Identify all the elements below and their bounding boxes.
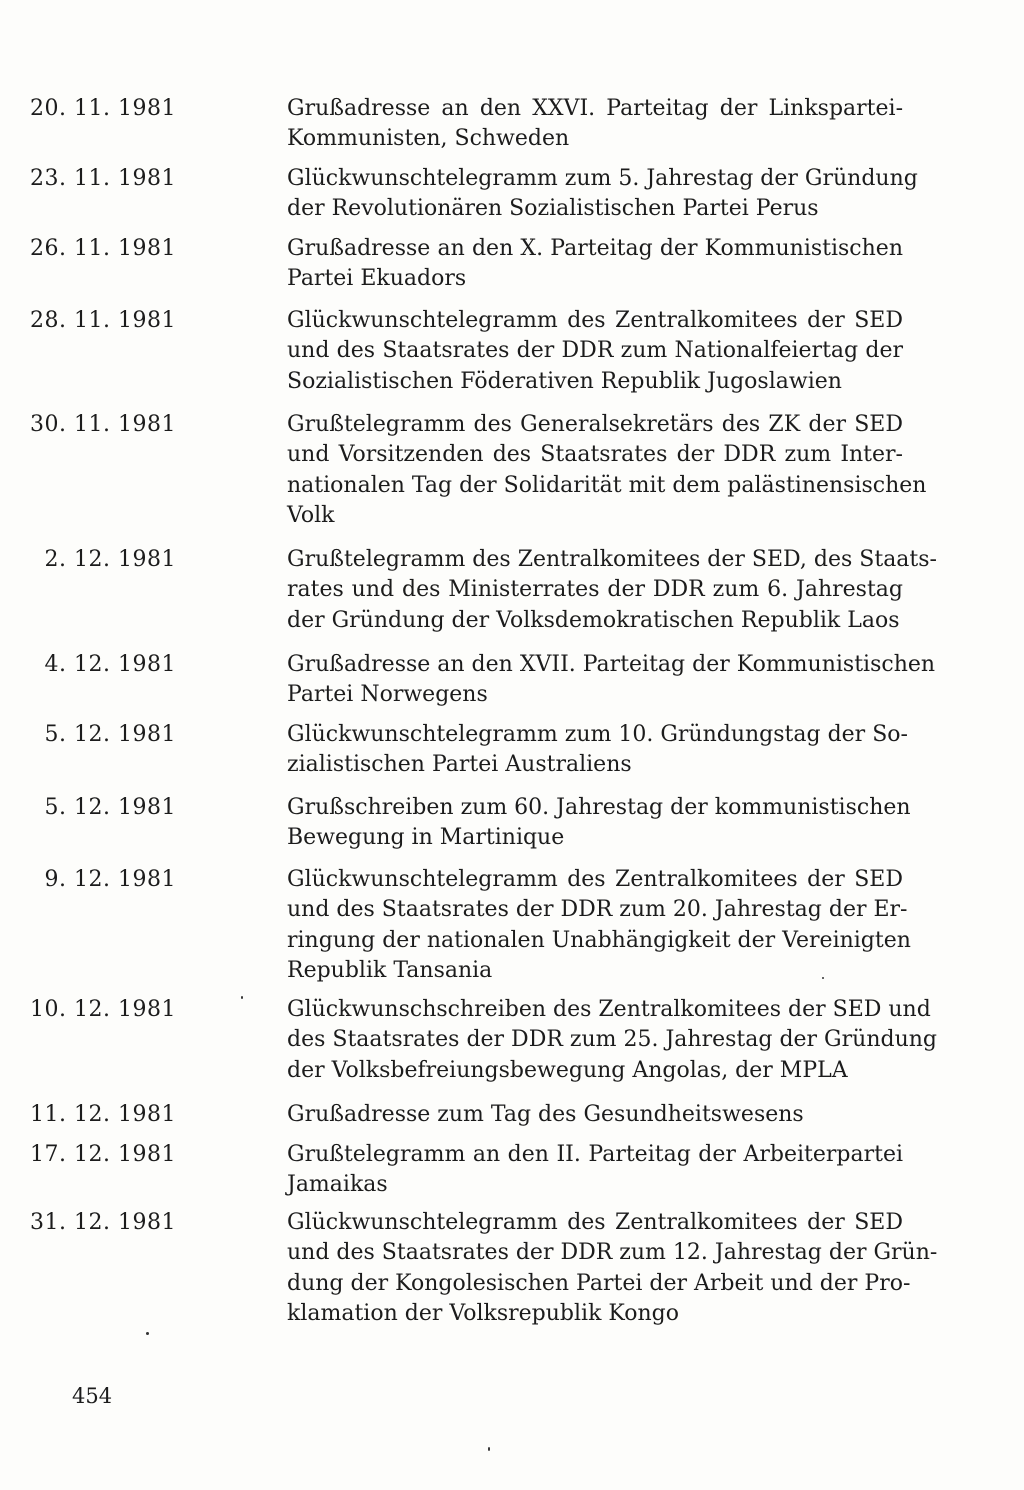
- entry-text-line: Grußtelegramm an den II. Parteitag der Arbeiterpartei: [287, 1142, 903, 1167]
- entry-text-line: Kommunisten, Schweden: [287, 126, 570, 152]
- entry-text-line: Glückwunschtelegramm zum 5. Jahrestag der Gründung: [287, 166, 918, 191]
- entry-description: [287, 720, 908, 781]
- entry-text-line: rates und des Ministerrates der DDR zum 6. Jahrestag: [287, 577, 903, 603]
- scan-speck: [241, 996, 243, 999]
- entry-text-line: Partei Ekuadors: [287, 266, 467, 292]
- entry-text-line: Glückwunschtelegramm des Zentralkomitees der SED: [287, 308, 903, 333]
- entry-text-line: Grußschreiben zum 60. Jahrestag der kommunistischen: [287, 795, 911, 820]
- entry-date: 5. 12. 1981: [44, 795, 176, 820]
- entry-description: [287, 650, 936, 711]
- entry-text-line: Republik Tansania: [287, 957, 493, 983]
- entry-text-line: Grußadresse an den XVII. Parteitag der Kommunistischen: [287, 652, 936, 677]
- entry-text-line: und des Staatsrates der DDR zum 20. Jahrestag der Er-: [287, 897, 908, 923]
- entry-date: 31. 12. 1981: [30, 1210, 176, 1235]
- entry-description: [287, 410, 927, 531]
- entry-text-line: klamation der Volksrepublik Kongo: [287, 1300, 679, 1326]
- scan-speck: [488, 1447, 490, 1451]
- entry-date: 2. 12. 1981: [44, 547, 176, 572]
- entry-date: 5. 12. 1981: [44, 722, 176, 747]
- entry-description: [287, 865, 911, 986]
- entry-date: 30. 11. 1981: [30, 412, 176, 437]
- entry-description: [287, 1100, 903, 1130]
- entry-text-line: Volk: [287, 502, 335, 528]
- entry-date: 26. 11. 1981: [30, 236, 176, 261]
- entry-text-line: Glückwunschschreiben des Zentralkomitees der SED und: [287, 997, 931, 1022]
- entry-text-line: der Gründung der Volksdemokratischen Republik Laos: [287, 607, 900, 633]
- entry-text-line: nationalen Tag der Solidarität mit dem palästinensischen: [287, 472, 927, 498]
- entry-date: 4. 12. 1981: [44, 652, 176, 677]
- entry-date: 11. 12. 1981: [30, 1102, 176, 1127]
- scan-speck: [146, 1332, 149, 1335]
- entry-text-line: Jamaikas: [287, 1172, 388, 1198]
- entry-description: [287, 1208, 938, 1329]
- entry-text-line: des Staatsrates der DDR zum 25. Jahrestag der Gründung: [287, 1027, 937, 1053]
- entry-date: 20. 11. 1981: [30, 96, 176, 121]
- entry-description: [287, 545, 937, 636]
- entry-date: 28. 11. 1981: [30, 308, 176, 333]
- entry-text-line: Bewegung in Martinique: [287, 825, 565, 851]
- entry-date: 17. 12. 1981: [30, 1142, 176, 1167]
- entry-text-line: der Revolutionären Sozialistischen Partei Perus: [287, 196, 819, 222]
- entry-date: 10. 12. 1981: [30, 997, 176, 1022]
- entry-text-line: Glückwunschtelegramm des Zentralkomitees der SED: [287, 867, 903, 892]
- entry-description: [287, 995, 937, 1086]
- entry-description: [287, 164, 918, 225]
- entry-text-line: Partei Norwegens: [287, 682, 488, 708]
- entry-text-line: Grußadresse zum Tag des Gesundheitswesens: [287, 1102, 804, 1127]
- entry-text-line: dung der Kongolesischen Partei der Arbeit und der Pro-: [287, 1270, 911, 1296]
- entry-text-line: ringung der nationalen Unabhängigkeit der Vereinigten: [287, 927, 911, 953]
- entry-date: 9. 12. 1981: [44, 867, 176, 892]
- entry-text-line: Glückwunschtelegramm des Zentralkomitees der SED: [287, 1210, 903, 1235]
- entry-text-line: zialistischen Partei Australiens: [287, 752, 632, 778]
- entry-text-line: Glückwunschtelegramm zum 10. Gründungstag der So-: [287, 722, 908, 747]
- entry-date: 23. 11. 1981: [30, 166, 176, 191]
- page-number: 454: [72, 1384, 113, 1408]
- entry-text-line: Grußtelegramm des Generalsekretärs des ZK der SED: [287, 412, 903, 437]
- entry-description: [287, 793, 911, 854]
- entry-text-line: Sozialistischen Föderativen Republik Jugoslawien: [287, 368, 842, 394]
- entry-description: [287, 1140, 903, 1201]
- entry-text-line: der Volksbefreiungsbewegung Angolas, der MPLA: [287, 1057, 848, 1083]
- entry-text-line: und des Staatsrates der DDR zum Nationalfeiertag der: [287, 338, 903, 364]
- entry-description: [287, 234, 903, 295]
- entry-text-line: und Vorsitzenden des Staatsrates der DDR zum Inter-: [287, 442, 903, 468]
- entry-description: [287, 94, 903, 155]
- entry-text-line: und des Staatsrates der DDR zum 12. Jahrestag der Grün-: [287, 1240, 938, 1266]
- scan-speck: [822, 977, 824, 979]
- entry-text-line: Grußtelegramm des Zentralkomitees der SED, des Staats-: [287, 547, 937, 572]
- entry-description: [287, 306, 903, 397]
- entry-text-line: Grußadresse an den XXVI. Parteitag der Linkspartei-: [287, 96, 903, 121]
- entry-text-line: Grußadresse an den X. Parteitag der Kommunistischen: [287, 236, 903, 261]
